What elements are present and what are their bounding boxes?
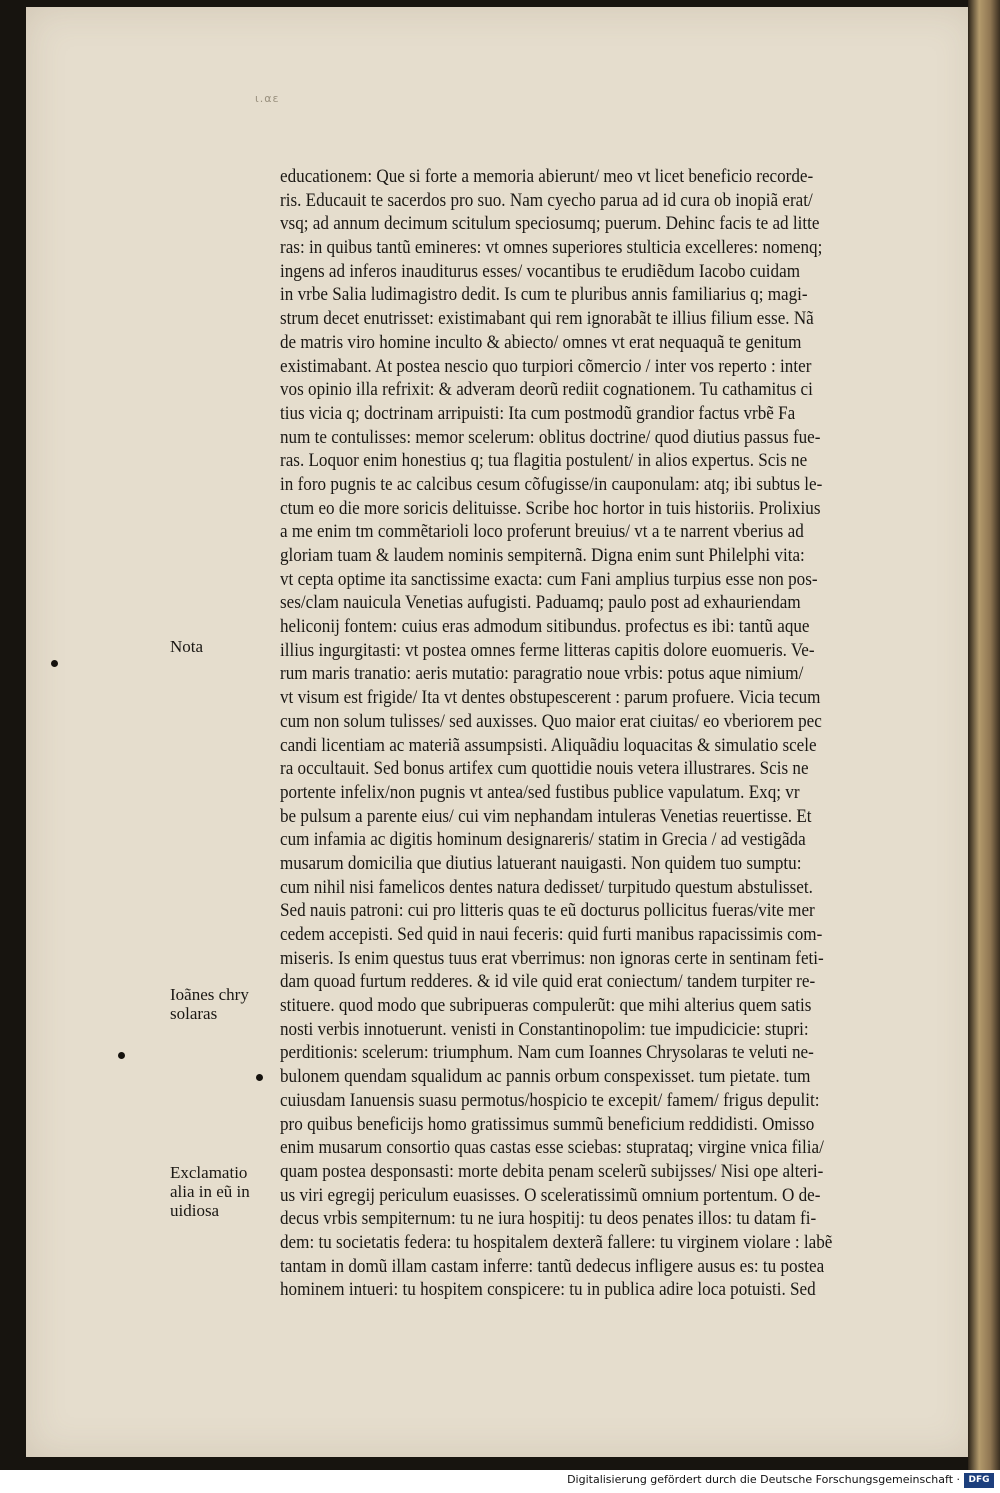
margin-note-line: alia in eũ in xyxy=(170,1182,250,1201)
book-edge xyxy=(968,0,1000,1470)
text-line: illius ingurgitasti: vt postea omnes ferme litteras capitis dolore euomueris. Ve‑ xyxy=(280,639,815,661)
text-line: vsq; ad annum decimum scitulum speciosumq; puerum. Dehinc facis te ad litte xyxy=(280,213,820,235)
text-line: miseris. Is enim questus tuus erat vberrimus: non ignoras certe in sentinam feti‑ xyxy=(280,947,824,969)
text-line: in foro pugnis te ac calcibus cesum cõfugisse/in cauponulam: atq; ibi subtus le‑ xyxy=(280,473,823,495)
text-line: strum decet enutrisset: existimabant qui rem ignorabãt te illius filium esse. Nã xyxy=(280,308,814,330)
margin-note-line: Exclamatio xyxy=(170,1163,248,1182)
text-line: us viri egregij periculum euasisses. O sceleratissimũ omnium portentum. O de‑ xyxy=(280,1184,821,1206)
text-line: ras. Loquor enim honestius q; tua flagitia postulent/ in alios expertus. Scis ne xyxy=(280,450,808,472)
text-line: pro quibus beneficijs homo gratissimus summũ beneficium reddidisti. Omisso xyxy=(280,1113,815,1135)
text-line: educationem: Que si forte a memoria abierunt/ meo vt licet beneficio recorde‑ xyxy=(280,166,814,187)
text-line: stituere. quod modo que subripueras compulerũt: que mihi alterius quem satis xyxy=(280,995,812,1017)
text-line: ra occultauit. Sed bonus artifex cum quottidie nouis vetera illustrares. Scis ne xyxy=(280,758,809,780)
dfg-logo: DFG xyxy=(964,1473,994,1488)
text-line: rum maris tranatio: aeris mutatio: paragratio noue vrbis: potus aque nimium/ xyxy=(280,663,804,685)
margin-note-chrysolaras xyxy=(170,985,249,1023)
text-line: be pulsum a parente eius/ cui vim nephandam intuleras Venetias reuertisse. Et xyxy=(280,805,812,827)
text-line: dam quoad furtum redderes. & id vile quid erat coniectum/ tandem turpiter re‑ xyxy=(280,971,816,993)
funding-credit: Digitalisierung gefördert durch die Deutsche Forschungsgemeinschaft · xyxy=(567,1473,960,1486)
text-line: dem: tu societatis federa: tu hospitalem dexterã fallere: tu virginem violare : labẽ xyxy=(280,1231,833,1253)
text-line: musarum domicilia que diutius latuerant nauigasti. Non quidem tuo sumptu: xyxy=(280,852,802,874)
text-line: cum non solum tulisses/ sed auxisses. Quo maior erat ciuitas/ eo vberiorem pec xyxy=(280,710,822,732)
margin-note-line: uidiosa xyxy=(170,1201,220,1220)
text-line: cuiusdam Ianuensis suasu permotus/hospicio te excepit/ famem/ frigus depulit: xyxy=(280,1089,820,1111)
text-line: in vrbe Salia ludimagistro dedit. Is cum te pluribus annis familiarius q; magi‑ xyxy=(280,284,808,306)
margin-note-line: solaras xyxy=(170,1004,218,1023)
text-line: ingens ad inferos inauditurus esses/ vocantibus te erudiẽdum Iacobo cuidam xyxy=(280,260,800,282)
text-line: nosti verbis innotuerunt. venisti in Constantinopolim: tue impudicicie: stupri: xyxy=(280,1018,809,1040)
margin-note-line: Ioãnes chry xyxy=(170,985,249,1004)
text-line: ras: in quibus tantũ emineres: vt omnes superiores stulticia excelleres: nomenq; xyxy=(280,237,823,259)
text-line: bulonem quendam squalidum ac pannis orbum conspexisset. tum pietate. tum xyxy=(280,1066,811,1088)
text-line: gloriam tuam & laudem nominis sempiternã. Digna enim sunt Philelphi vita: xyxy=(280,545,805,566)
margin-note-exclamatio xyxy=(170,1163,250,1220)
margin-note-line: Nota xyxy=(170,637,204,656)
text-line: portente infelix/non pugnis vt antea/sed fustibus publice vapulatum. Exq; vr xyxy=(280,781,800,803)
text-line: cum nihil nisi famelicos dentes natura dedisset/ turpitudo questum abstulisset. xyxy=(280,876,813,898)
text-line: ris. Educauit te sacerdos pro suo. Nam cyecho parua ad id cura ob inopiã erat/ xyxy=(280,189,813,211)
ink-dot xyxy=(51,660,58,667)
footer-bar xyxy=(0,1470,1000,1493)
text-line: a me enim tm commẽtarioli loco proferunt breuius/ vt a te narrent vberius ad xyxy=(280,521,804,543)
text-line: num te contulisses: memor scelerum: oblitus doctrine/ quod diutius passus fue‑ xyxy=(280,426,821,448)
text-line: enim musarum consortio quas castas esse sciebas: stuprataq; virgine vnica filia/ xyxy=(280,1137,824,1159)
text-line: vos opinio illa refrixit: & adveram deorũ rediit cognationem. Tu cathamitus ci xyxy=(280,379,813,401)
text-line: vt cepta optime ita sanctissime exacta: cum Fani amplius turpius esse non pos‑ xyxy=(280,568,818,590)
text-line: ctum eo die more soricis delituisse. Scribe hoc hortor in tuis historiis. Prolixius xyxy=(280,497,821,519)
ink-dot xyxy=(256,1074,263,1081)
text-line: decus vrbis sempiternum: tu ne iura hospitij: tu deos penates illos: tu datam fi‑ xyxy=(280,1208,817,1230)
text-line: hominem intueri: tu hospitem conspicere: tu in publica adire loca potuisti. Sed xyxy=(280,1279,816,1301)
main-text-column xyxy=(280,165,940,1302)
text-line: cum infamia ac digitis hominum designareris/ statim in Grecia / ad vestigãda xyxy=(280,829,806,851)
text-line: candi licentiam ac materiã assumpsisti. Aliquãdiu loquacitas & simulatio scele xyxy=(280,734,817,756)
pencil-mark: ι.αε xyxy=(255,92,280,105)
text-line: vt visum est frigide/ Ita vt dentes obstupescerent : parum profuere. Vicia tecum xyxy=(280,687,821,709)
text-line: tantam in domũ illam castam inferre: tantũ dedecus infligere ausus es: tu postea xyxy=(280,1255,825,1277)
text-line: heliconij fontem: cuius eras admodum sitibundus. profectus es ibi: tantũ aque xyxy=(280,616,810,638)
ink-dot xyxy=(118,1052,125,1059)
text-line: existimabant. At postea nescio quo turpiori cõmercio / inter vos reperto : inter xyxy=(280,355,812,377)
text-line: Sed nauis patroni: cui pro litteris quas te eũ docturus pollicitus fueras/vite mer xyxy=(280,900,815,922)
text-line: de matris viro homine inculto & abiecto/ omnes vt erat nequaquã te genitum xyxy=(280,331,802,353)
text-line: tius vicia q; doctrinam arripuisti: Ita cum postmodũ grandior factus vrbẽ Fa xyxy=(280,402,796,424)
text-line: ses/clam nauicula Venetias aufugisti. Paduamq; paulo post ad exhauriendam xyxy=(280,592,801,614)
margin-note-nota xyxy=(170,637,203,656)
text-line: quam postea desponsasti: morte debita penam scelerũ subijsses/ Nisi ope alteri‑ xyxy=(280,1160,824,1182)
running-head-bleedthrough xyxy=(300,150,600,164)
text-line: perditionis: scelerum: triumphum. Nam cum Ioannes Chrysolaras te veluti ne‑ xyxy=(280,1042,814,1064)
text-line: cedem accepisti. Sed quid in naui feceris: quid furti manibus rapacissimis com‑ xyxy=(280,924,823,945)
